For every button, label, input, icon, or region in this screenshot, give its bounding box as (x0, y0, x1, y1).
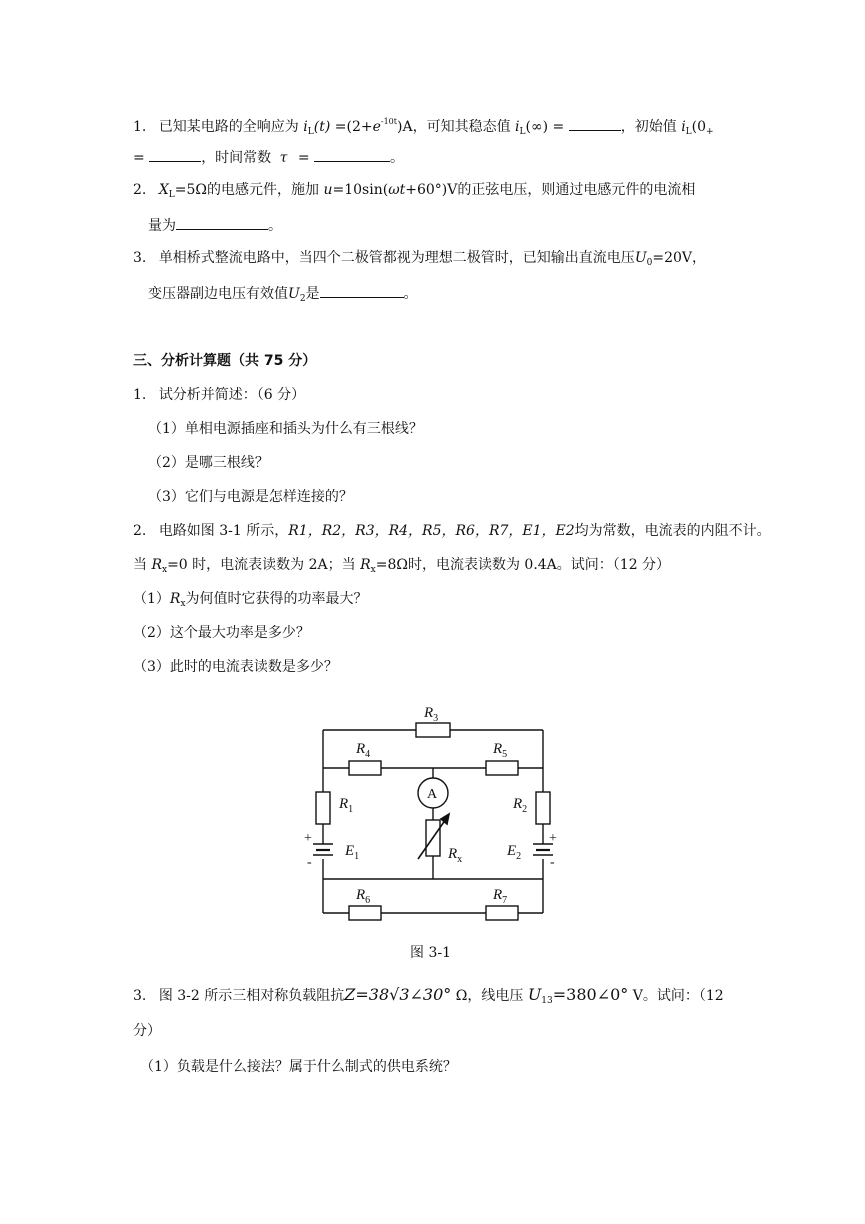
fill-q1-blank-tau[interactable] (314, 147, 390, 162)
fill-q1-text-c: ，时间常数 (201, 150, 272, 166)
fill-q1-blank-initial[interactable] (149, 147, 201, 162)
fill-q3-text-c: 变压器副边电压有效值 (148, 286, 288, 302)
fill-q3-u2-sub: 2 (299, 294, 306, 304)
s3-q2-sub3: （3）此时的电流表读数是多少？ (133, 659, 338, 675)
resistor-r3 (416, 723, 450, 737)
s3-q2-rx-2: R (360, 557, 371, 573)
label-rx: $R_x$ (448, 846, 463, 865)
fill-q2-text-b: =10sin( (332, 182, 389, 198)
s3-q2-line2 (133, 556, 670, 579)
fill-q1-expr-sub: L (307, 127, 314, 137)
s3-q2-line1 (133, 522, 771, 540)
s3-q1-sub2: （2）是哪三根线？ (148, 455, 269, 471)
fill-q3-blank-voltage[interactable] (320, 283, 404, 298)
s3-q3-text-a: 图 3-2 所示三相对称负载阻抗 (158, 988, 345, 1004)
s3-q3-ohm: Ω，线电压 (455, 988, 524, 1004)
label-r1: $R_1$ (339, 796, 354, 815)
s3-q3-u-var: U (527, 985, 542, 1004)
s3-q3-u-val: =380∠0° (552, 985, 629, 1004)
fill-q1-expr-close: )A，可知其稳态值 (397, 119, 511, 135)
fill-q1-eq2: = (133, 150, 145, 166)
resistor-r7 (486, 906, 518, 920)
s3-q2-sub1-a: （1） (133, 591, 170, 607)
s3-q3-z-expr: Z=38√3∠30° (344, 985, 452, 1004)
label-r2: $R_2$ (513, 796, 528, 815)
label-e1: $E_1$ (345, 843, 360, 862)
fill-q2-line2 (148, 215, 282, 235)
fill-q1-expr-eq: =(2+ (334, 119, 373, 135)
s3-q2-line2-a: 当 (133, 557, 147, 573)
fill-q2-x-var: X (158, 182, 169, 198)
s3-q3-u-sub: 13 (541, 996, 553, 1006)
e2-plus: + (549, 831, 557, 846)
fill-q1-tau: τ (279, 150, 288, 166)
label-r4: $R_4$ (356, 741, 371, 760)
s3-q2-sub1-rx-sub: x (180, 599, 186, 609)
s3-q2-line2-b: =0 时，电流表读数为 2A；当 (167, 557, 356, 573)
fill-q2-end: 。 (268, 218, 282, 234)
fill-q1-text-b: ，初始值 (620, 119, 677, 135)
s3-q2-rx-sub-2: x (370, 565, 376, 575)
fill-q2-text-d: 量为 (148, 218, 176, 234)
label-r7: $R_7$ (493, 887, 508, 906)
fill-q2-text-a: =5Ω的电感元件，施加 (174, 182, 320, 198)
s3-q3-sub1: （1）负载是什么接法？属于什么制式的供电系统？ (140, 1059, 457, 1075)
rx-arrow-head (441, 814, 449, 824)
fill-q1-inf-var: i (515, 119, 520, 135)
resistor-r1 (316, 792, 330, 824)
s3-q1-number: 1. (133, 387, 147, 403)
s3-q3-text-b: V。试问：（12 (632, 988, 724, 1004)
resistor-r4 (349, 761, 381, 775)
s3-q2-text-b: 均为常数，电流表的内阻不计。 (574, 523, 771, 539)
fill-q1-line1 (133, 113, 714, 141)
s3-q1-text: 试分析并简述：（6 分） (158, 387, 306, 403)
s3-q2-sub1 (133, 590, 368, 613)
label-r6: $R_6$ (356, 887, 371, 906)
fill-q1-eq3: = (297, 150, 310, 166)
fill-q1-expr-exp: -10t (380, 117, 397, 126)
label-e2: $E_2$ (507, 843, 522, 862)
resistor-r6 (349, 906, 381, 920)
fill-q1-line2 (133, 147, 404, 167)
s3-q1-sub1: （1）单相电源插座和插头为什么有三根线？ (148, 421, 423, 437)
fill-q1-end: 。 (390, 150, 405, 166)
s3-q1-line (133, 386, 305, 404)
fill-q1-eq1: = (552, 119, 565, 135)
fill-q2-number: 2. (133, 182, 147, 198)
label-r3: $R_3$ (424, 705, 439, 724)
fill-q2-omega: ω (388, 182, 400, 198)
fill-q1-expr-arg: (t) (313, 119, 331, 135)
s3-q2-line2-c: =8Ω时，电流表读数为 0.4A。试问：（12 分） (375, 557, 671, 573)
s3-q2-rx-sub-1: x (162, 565, 168, 575)
fill-q3-u2-var: U (288, 286, 300, 302)
fill-q3-number: 3. (133, 250, 147, 266)
s3-q2-sub2: （2）这个最大功率是多少？ (133, 625, 310, 641)
fill-q1-init-var: i (681, 119, 686, 135)
fill-q3-text-a: 单相桥式整流电路中，当四个二极管都视为理想二极管时，已知输出直流电压 (158, 250, 635, 266)
fill-q3-text-d: 是 (305, 286, 320, 302)
fill-q1-text-a: 已知某电路的全响应为 (158, 119, 299, 135)
ammeter-label: A (427, 787, 438, 802)
s3-q3-line1 (133, 986, 724, 1010)
resistor-r5 (486, 761, 518, 775)
fill-q2-line1 (133, 181, 695, 204)
fill-q1-inf-sub: L (519, 127, 526, 137)
fill-q1-init-plus: + (706, 127, 714, 137)
fill-q2-blank-current[interactable] (176, 215, 268, 230)
fill-q1-number: 1. (133, 119, 147, 135)
s3-q2-resistors: R1，R2，R3，R4，R5，R6，R7，E1，E2 (288, 523, 575, 539)
e1-minus: - (307, 855, 312, 870)
fill-q3-u0-sub: 0 (646, 258, 653, 268)
fill-q1-init-sub: L (685, 127, 692, 137)
fill-q1-inf-label: (∞) (525, 119, 549, 135)
s3-q2-number: 2. (133, 523, 147, 539)
fill-q3-u0-var: U (634, 250, 647, 266)
fill-q3-line2 (148, 283, 418, 308)
fill-q1-expr-e: e (372, 119, 381, 135)
fill-q2-x-sub: L (168, 190, 175, 200)
s3-q2-sub1-b: 为何值时它获得的功率最大？ (185, 591, 368, 607)
s3-q2-text-a: 电路如图 3-1 所示， (158, 523, 289, 539)
resistor-r2 (536, 792, 550, 824)
s3-q1-sub3: （3）它们与电源是怎样连接的？ (148, 489, 353, 505)
fill-q3-text-b: =20V， (652, 250, 707, 266)
fill-q2-u-var: u (323, 182, 333, 198)
s3-q3-number: 3. (133, 988, 147, 1004)
fill-q2-text-c: +60°)V的正弦电压，则通过电感元件的电流相 (405, 182, 696, 198)
s3-q3-line2: 分） (133, 1023, 161, 1039)
fill-q1-init-label: (0 (691, 119, 707, 135)
label-r5: $R_5$ (493, 741, 508, 760)
e2-minus: - (550, 855, 555, 870)
e1-plus: + (304, 831, 312, 846)
fill-q2-t: t (399, 182, 406, 198)
section3-heading: 三、分析计算题（共 75 分） (133, 353, 317, 369)
figure-caption: 图 3-1 (410, 945, 451, 961)
fill-q3-end: 。 (403, 286, 418, 302)
s3-q2-rx-1: R (151, 557, 162, 573)
fill-q1-expr-var: i (303, 119, 308, 135)
circuit-diagram-3-1 (290, 695, 580, 925)
fill-q3-line1 (133, 249, 706, 272)
s3-q2-sub1-rx: R (169, 591, 181, 607)
fill-q1-blank-steady[interactable] (569, 116, 621, 131)
